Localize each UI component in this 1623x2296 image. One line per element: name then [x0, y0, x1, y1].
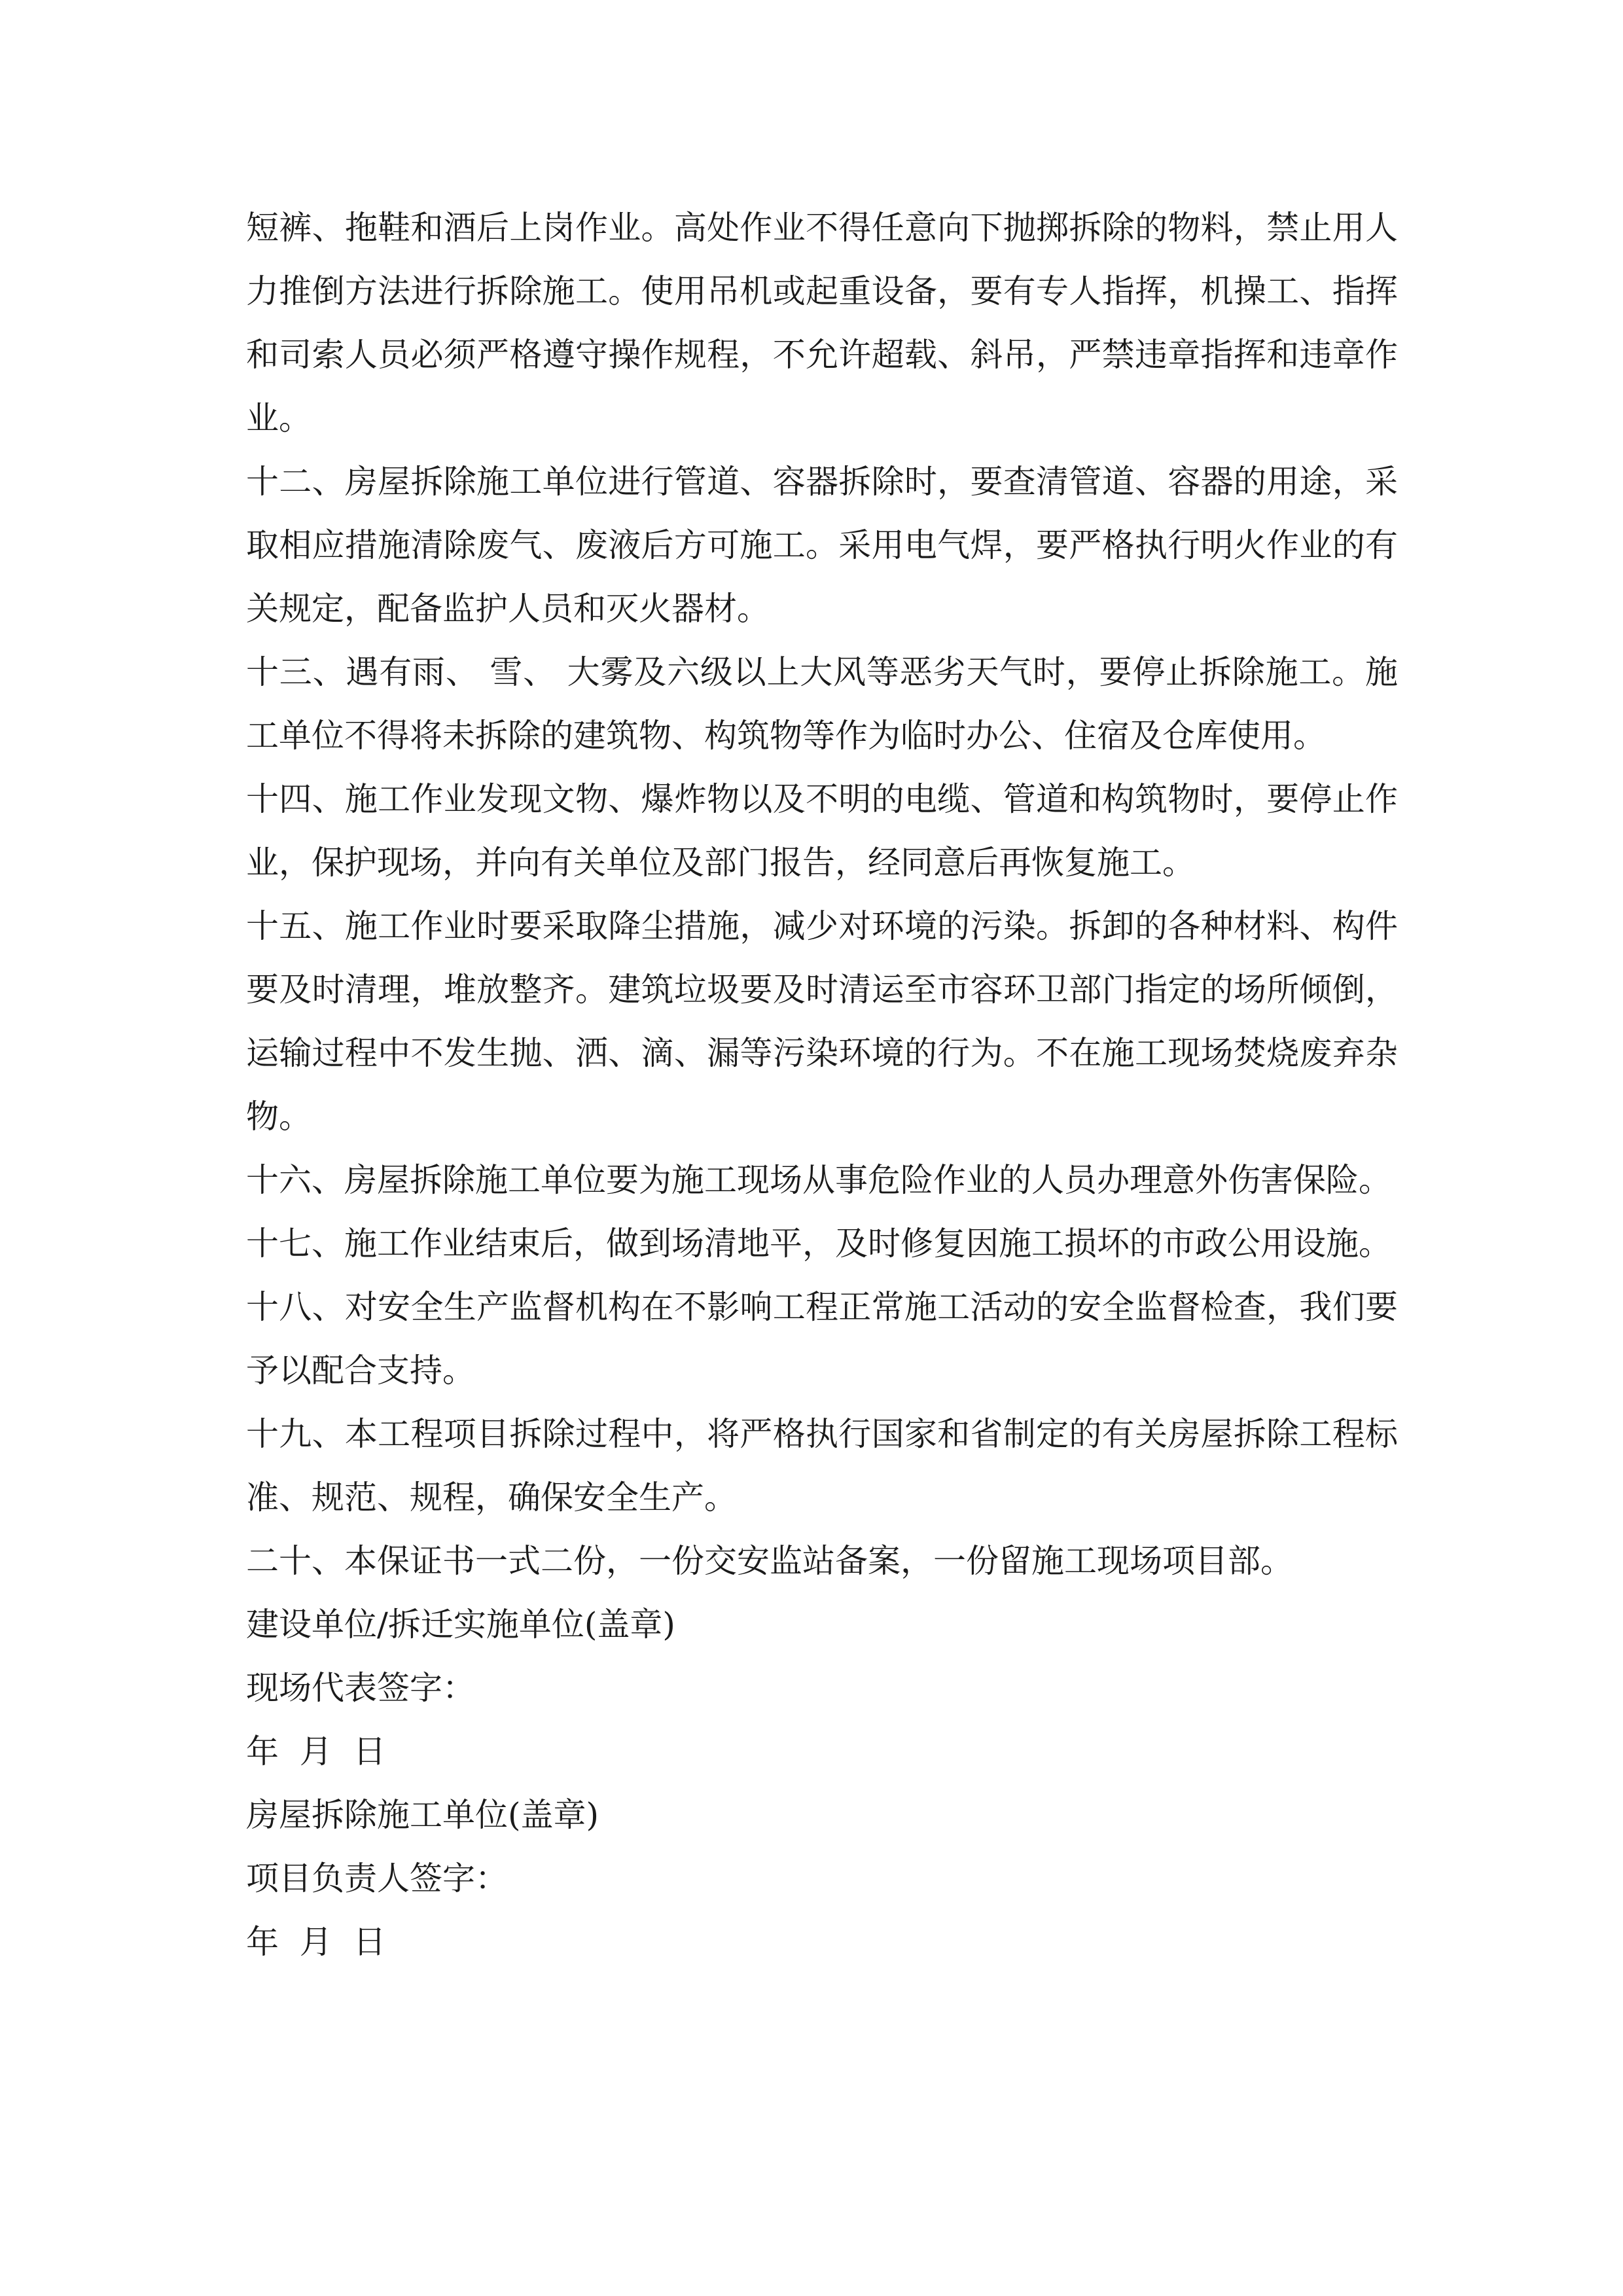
paragraph-item-18: 十八、对安全生产监督机构在不影响工程正常施工活动的安全监督检查，我们要予以配合支持。 [246, 1288, 1398, 1390]
paragraph-item-19: 十九、本工程项目拆除过程中，将严格执行国家和省制定的有关房屋拆除工程标准、规范、规程，确保安全生产。 [246, 1415, 1398, 1516]
paragraph-item-15: 十五、施工作业时要采取降尘措施，减少对环境的污染。拆卸的各种材料、构件要及时清理，堆放整齐。建筑垃圾要及时清运至市容环卫部门指定的场所倾倒，运输过程中不发生抛、洒、滴、漏等污染环境的行为。不在施工现场焚烧废弃杂物。 [246, 907, 1398, 1136]
date-line-1: 年 月 日 [246, 1732, 386, 1770]
builder-unit-seal-label: 建设单位/拆迁实施单位(盖章) [246, 1605, 675, 1643]
paragraph-item-14: 十四、施工作业发现文物、爆炸物以及不明的电缆、管道和构筑物时，要停止作业，保护现场，并向有关单位及部门报告，经同意后再恢复施工。 [246, 780, 1398, 882]
paragraph-item-17: 十七、施工作业结束后，做到场清地平，及时修复因施工损坏的市政公用设施。 [246, 1225, 1391, 1263]
signature-block [246, 1593, 1398, 1974]
document-body [246, 196, 1398, 1974]
paragraph-item-16: 十六、房屋拆除施工单位要为施工现场从事危险作业的人员办理意外伤害保险。 [246, 1161, 1391, 1199]
date-line-2: 年 月 日 [246, 1923, 386, 1961]
demolition-unit-seal-label: 房屋拆除施工单位(盖章) [246, 1796, 599, 1834]
paragraph-item-12: 十二、房屋拆除施工单位进行管道、容器拆除时，要查清管道、容器的用途，采取相应措施清除废气、废液后方可施工。采用电气焊，要严格执行明火作业的有关规定，配备监护人员和灭火器材。 [246, 463, 1398, 628]
site-representative-signature-label: 现场代表签字： [246, 1669, 475, 1707]
paragraph-item-20: 二十、本保证书一式二份，一份交安监站备案，一份留施工现场项目部。 [246, 1542, 1293, 1580]
paragraph-item-13: 十三、遇有雨、 雪、 大雾及六级以上大风等恶劣天气时，要停止拆除施工。施工单位不得将未拆除的建筑物、构筑物等作为临时办公、住宿及仓库使用。 [246, 653, 1398, 755]
paragraph-continuation-safety-rules: 短裤、拖鞋和酒后上岗作业。高处作业不得任意向下抛掷拆除的物料，禁止用人力推倒方法进行拆除施工。使用吊机或起重设备，要有专人指挥，机操工、指挥和司索人员必须严格遵守操作规程，不允许超载、斜吊，严禁违章指挥和违章作业。 [246, 209, 1398, 437]
project-lead-signature-label: 项目负责人签字： [246, 1859, 508, 1897]
